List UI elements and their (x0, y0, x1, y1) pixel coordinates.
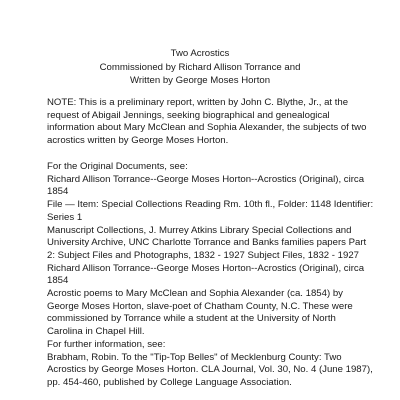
citation-line: Richard Allison Torrance--George Moses Horton--Acrostics (Original), circa (47, 173, 365, 185)
description-line: commissioned by Torrance while a student at the University of North (47, 313, 336, 325)
reference-line: Acrostics by George Moses Horton. CLA Journal, Vol. 30, No. 4 (June 1987), (47, 364, 373, 376)
document-title (0, 47, 400, 88)
citation-line: Manuscript Collections, J. Murrey Atkins Library Special Collections and (47, 224, 352, 236)
title-line-2: Commissioned by Richard Allison Torrance and (99, 61, 301, 73)
note-line: information about Mary McClean and Sophia Alexander, the subjects of two (47, 122, 367, 134)
note-line: NOTE: This is a preliminary report, written by John C. Blythe, Jr., at the (47, 97, 349, 108)
citation-line: 1854 (47, 275, 69, 287)
note-line: acrostics written by George Moses Horton. (47, 135, 229, 147)
citation-line: Richard Allison Torrance--George Moses Horton--Acrostics (Original), circa (47, 262, 365, 274)
citation-line: University Archive, UNC Charlotte Torrance and Banks families papers Part (47, 237, 367, 249)
further-information-section (47, 339, 377, 390)
title-line-3: Written by George Moses Horton (129, 75, 271, 86)
title-line-1: Two Acrostics (170, 48, 230, 59)
section-heading: For further information, see: (47, 339, 166, 350)
original-documents-section (47, 161, 377, 339)
citation-line: 1854 (47, 186, 69, 198)
citation-line: 2: Subject Files and Photographs, 1832 - 1927 Subject Files, 1832 - 1927 (47, 249, 359, 261)
note-paragraph (47, 97, 377, 148)
description-line: George Moses Horton, slave-poet of Chatham County, N.C. These were (47, 300, 353, 312)
description-line: Carolina in Chapel Hill. (47, 326, 145, 338)
citation-line: Series 1 (47, 211, 83, 223)
citation-line: File — Item: Special Collections Reading Rm. 10th fl., Folder: 1148 Identifier: (47, 199, 374, 211)
description-line: Acrostic poems to Mary McClean and Sophia Alexander (ca. 1854) by (47, 288, 343, 300)
section-heading: For the Original Documents, see: (47, 161, 188, 172)
reference-line: Brabham, Robin. To the "Tip-Top Belles" of Mecklenburg County: Two (47, 351, 342, 363)
note-line: request of Abigail Jennings, seeking biographical and genealogical (47, 109, 330, 121)
reference-line: pp. 454-460, published by College Language Association. (47, 377, 292, 389)
